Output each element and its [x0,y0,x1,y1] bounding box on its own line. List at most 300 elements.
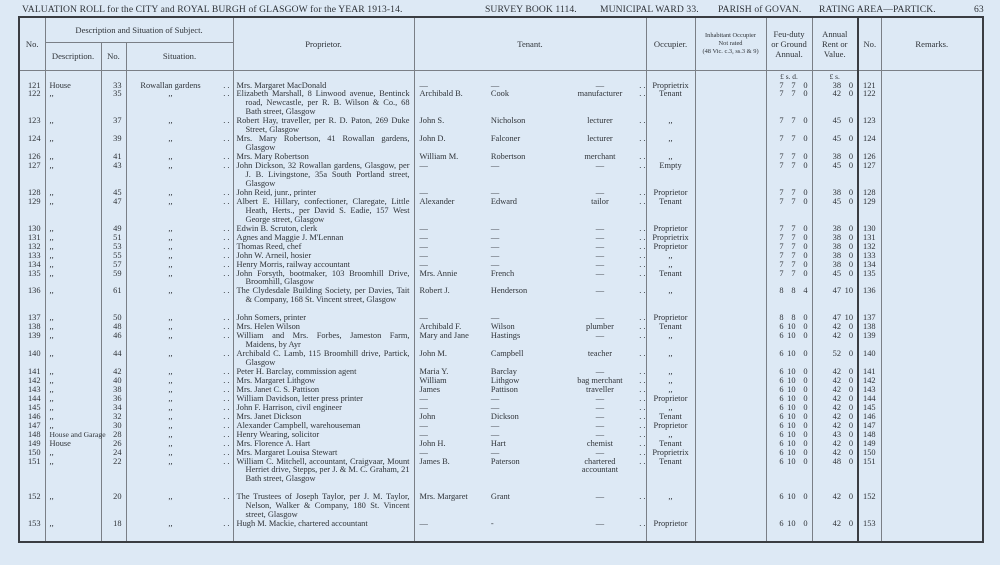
entry-number: 130 [19,225,45,234]
leader-dots: . . [223,375,230,385]
annual-rent [812,458,858,494]
feu-duty [766,493,812,520]
rent-shillings: 0 [848,196,854,206]
remarks [881,493,983,520]
tenant [414,135,646,153]
feu-duty [766,117,812,135]
feu-pounds: 6 [779,322,784,332]
proprietor-text: William C. Mitchell, accountant, Craigvaar, Mount Herriet drive, Stepps, per J. & M. C. Graham, 21 Bath street, Glasgow [236,456,410,484]
col-inhabitant [695,17,766,70]
feu-shillings: 10 [787,366,796,376]
entry-number-right: 128 [858,189,881,198]
leader-dots: . . [223,402,230,412]
tenant-fields [415,332,646,341]
rent-pounds: 38 [832,232,842,242]
tenant-first-name: John [419,411,436,421]
feu-duty [766,90,812,117]
situation [126,261,233,270]
description: House and Garage [45,431,101,440]
situation-text: ,, [168,438,173,448]
proprietor [233,520,414,529]
feu-shillings: 7 [791,250,796,260]
feu-pounds: 6 [779,366,784,376]
remarks [881,449,983,458]
description: ,, [45,314,101,323]
entry-number: 139 [19,332,45,350]
house-number: 40 [101,377,126,386]
tenant-occupation: plumber [585,322,614,332]
feu-pence: 0 [803,393,808,403]
feu-pounds: 8 [779,313,784,323]
col-no2: No. [858,17,881,70]
col-house-no: No. [101,42,126,70]
entry-number: 122 [19,90,45,117]
description: ,, [45,117,101,135]
entry-number-right: 139 [858,332,881,350]
feu-pence: 0 [803,196,808,206]
feu-pounds: 7 [779,241,784,251]
feu-pence: 4 [803,286,808,296]
tenant-occupation: — [595,492,605,502]
tenant-occupation: manufacturer [577,89,623,99]
house-number: 47 [101,198,126,225]
feu-pence: 0 [803,402,808,412]
feu-pounds: 6 [779,411,784,421]
tenant [414,90,646,117]
house-number: 57 [101,261,126,270]
tenant-fields [415,422,646,431]
entry-number: 129 [19,198,45,225]
feu-pence: 0 [803,519,808,529]
tenant-first-name: Robert J. [419,286,450,296]
table-row [19,117,983,135]
house-number: 55 [101,252,126,261]
tenant-first-name: John D. [419,134,446,144]
tenant-first-name: Archibald F. [419,322,462,332]
feu-shillings: 10 [787,492,796,502]
occupier: Proprietor [646,422,695,431]
tenant-surname: Wilson [490,322,515,332]
feu-pence: 0 [803,116,808,126]
leader-dots: . . [639,80,646,90]
entry-number-right: 134 [858,261,881,270]
feu-pounds: 6 [779,492,784,502]
description: House [45,440,101,449]
table-row [19,493,983,520]
tenant-occupation: — [595,519,605,529]
situation [126,404,233,413]
leader-dots: . . [223,349,230,359]
remarks [881,243,983,252]
situation [126,234,233,243]
tenant [414,270,646,288]
entry-number-right: 140 [858,350,881,368]
inhabitant-not-rated [695,350,766,368]
feu-pence: 0 [803,161,808,171]
inhabitant-line2: Not rated [718,39,743,47]
feu-shillings: 7 [791,259,796,269]
leader-dots: . . [223,187,230,197]
remarks [881,413,983,422]
leader-dots: . . [223,420,230,430]
entry-number-right: 137 [858,314,881,323]
description: ,, [45,386,101,395]
inhabitant-not-rated [695,189,766,198]
situation [126,520,233,529]
leader-dots: . . [639,438,646,448]
rent-shillings: 0 [848,402,854,412]
description: ,, [45,404,101,413]
remarks [881,323,983,332]
feu-pence: 0 [803,268,808,278]
feu-pence: 0 [803,223,808,233]
entry-number: 121 [19,82,45,91]
inhabitant-not-rated [695,440,766,449]
feu-pence: 0 [803,375,808,385]
rent-shillings: 10 [844,313,854,323]
table-row [19,332,983,350]
situation [126,287,233,314]
leader-dots: . . [223,492,230,502]
inhabitant-not-rated [695,493,766,520]
tenant [414,332,646,350]
feu-pence: 0 [803,250,808,260]
col-no: No. [19,17,45,70]
rent-pounds: 45 [832,134,842,144]
feu-pounds: 7 [779,152,784,162]
tenant-fields [415,350,646,359]
tenant-surname: Hart [490,438,506,448]
tenant-fields [415,243,646,252]
entry-number: 151 [19,458,45,494]
proprietor-text: John Forsyth, bootmaker, 103 Broomhill Drive, Broomhill, Glasgow [236,268,410,287]
tenant-occupation: chartered accountant [581,456,619,475]
feu-shillings: 8 [791,313,796,323]
house-number: 61 [101,287,126,314]
tenant-first-name: John M. [419,349,447,359]
parish: PARISH of GOVAN. [718,4,802,15]
situation [126,135,233,153]
annual-rent [812,270,858,288]
leader-dots: . . [223,80,230,90]
feu-shillings: 10 [787,519,796,529]
tenant-occupation: — [595,429,605,439]
situation [126,198,233,225]
situation [126,153,233,162]
inhabitant-not-rated [695,225,766,234]
leader-dots: . . [223,429,230,439]
entry-number: 142 [19,377,45,386]
rent-pounds: 45 [832,161,842,171]
description: House [45,82,101,91]
tenant-occupation: — [595,447,605,457]
feu-duty [766,270,812,288]
rent-pounds: 38 [832,259,842,269]
tenant-fields [415,270,646,279]
proprietor-text: Thomas Reed, chef [236,241,302,251]
situation-text: ,, [168,89,173,99]
table-filler [19,529,983,542]
proprietor [233,90,414,117]
feu-pence: 0 [803,152,808,162]
occupier: Tenant [646,458,695,494]
leader-dots: . . [223,232,230,242]
leader-dots: . . [639,116,646,126]
description: ,, [45,225,101,234]
house-number: 22 [101,458,126,494]
feu-pence: 0 [803,438,808,448]
rent-shillings: 0 [848,187,854,197]
tenant-surname: — [490,161,500,171]
inhabitant-not-rated [695,395,766,404]
feu-shillings: 7 [791,161,796,171]
tenant [414,252,646,261]
feu-shillings: 10 [787,375,796,385]
tenant-first-name: William M. [419,152,459,162]
description: ,, [45,135,101,153]
tenant-fields [415,520,646,529]
feu-pence: 0 [803,420,808,430]
feu-shillings: 10 [787,438,796,448]
tenant-occupation: — [595,223,605,233]
tenant-fields [415,135,646,144]
tenant-occupation: teacher [587,349,613,359]
entry-number: 126 [19,153,45,162]
inhabitant-not-rated [695,153,766,162]
entry-number-right: 152 [858,493,881,520]
tenant-surname: — [490,223,500,233]
entry-number-right: 122 [858,90,881,117]
tenant-surname: — [490,420,500,430]
feu-pounds: 7 [779,89,784,99]
entry-number-right: 141 [858,368,881,377]
remarks [881,458,983,494]
rent-shillings: 0 [848,152,854,162]
leader-dots: . . [223,161,230,171]
feu-pounds: 6 [779,420,784,430]
remarks [881,350,983,368]
situation-text: ,, [168,223,173,233]
tenant-fields [415,234,646,243]
remarks [881,368,983,377]
col-annual-rent [812,17,858,70]
tenant [414,153,646,162]
feu-pence: 0 [803,492,808,502]
tenant-fields [415,413,646,422]
description: ,, [45,261,101,270]
tenant-first-name: John S. [419,116,445,126]
tenant [414,225,646,234]
situation-text: ,, [168,349,173,359]
proprietor-text: Peter H. Barclay, commission agent [236,366,357,376]
occupier: Tenant [646,198,695,225]
tenant-surname: Dickson [490,411,519,421]
description: ,, [45,198,101,225]
tenant-occupation: — [595,331,605,341]
rent-pounds: 42 [832,331,842,341]
feu-shillings: 8 [791,286,796,296]
remarks [881,440,983,449]
tenant-first-name: — [419,447,428,457]
leader-dots: . . [223,438,230,448]
house-number: 49 [101,225,126,234]
tenant-first-name: — [419,250,428,260]
entry-number: 149 [19,440,45,449]
situation [126,377,233,386]
feu-pounds: 7 [779,196,784,206]
entry-number-right: 142 [858,377,881,386]
tenant-surname: Paterson [490,456,520,466]
rent-shillings: 0 [848,241,854,251]
house-number: 42 [101,368,126,377]
tenant-first-name: William [419,375,447,385]
situation [126,314,233,323]
tenant-first-name: — [419,393,428,403]
entry-number: 127 [19,162,45,189]
feu-pounds: 6 [779,331,784,341]
leader-dots: . . [639,402,646,412]
tenant-surname: Falconer [490,134,521,144]
tenant-occupation: traveller [585,384,614,394]
feu-pence: 0 [803,366,808,376]
feu-pence: 0 [803,429,808,439]
annual-rent [812,520,858,529]
tenant-fields [415,493,646,502]
house-number: 43 [101,162,126,189]
description: ,, [45,520,101,529]
house-number: 53 [101,243,126,252]
occupier: ,, [646,287,695,314]
house-number: 37 [101,117,126,135]
tenant-first-name: Alexander [419,196,455,206]
house-number: 46 [101,332,126,350]
feu-shillings: 10 [787,402,796,412]
remarks [881,287,983,314]
tenant [414,413,646,422]
tenant-fields [415,153,646,162]
house-number: 36 [101,395,126,404]
description: ,, [45,243,101,252]
remarks [881,153,983,162]
roll-title: VALUATION ROLL for the CITY and ROYAL BURGH of GLASGOW for the YEAR 1913-14. [22,4,403,15]
tenant-first-name: — [419,80,428,90]
feu-pence: 0 [803,447,808,457]
proprietor-text: Agnes and Maggie J. M'Lennan [236,232,344,242]
tenant-first-name: — [419,402,428,412]
entry-number: 141 [19,368,45,377]
proprietor-text: Elizabeth Marshall, 8 Linwood avenue, Bentinck road, Newcastle, per R. B. Wilson & Co., 68 Bath street, Glasgow [236,89,410,117]
col-situation: Situation. [126,42,233,70]
feu-pounds: 6 [779,384,784,394]
rating-area: RATING AREA—PARTICK. [819,4,936,15]
situation-text: ,, [168,456,173,466]
leader-dots: . . [639,89,646,99]
tenant [414,520,646,529]
occupier: Tenant [646,323,695,332]
annual-rent [812,135,858,153]
tenant-fields [415,162,646,171]
proprietor-text: Archibald C. Lamb, 115 Broomhill drive, Partick, Glasgow [236,349,410,368]
leader-dots: . . [639,519,646,529]
house-number: 24 [101,449,126,458]
inhabitant-not-rated [695,252,766,261]
entry-number: 148 [19,431,45,440]
occupier: Proprietrix [646,234,695,243]
rent-pounds: 45 [832,268,842,278]
situation-text: ,, [168,411,173,421]
entry-number: 152 [19,493,45,520]
situation [126,243,233,252]
tenant-occupation: — [595,402,605,412]
leader-dots: . . [639,268,646,278]
remarks [881,234,983,243]
feu-shillings: 10 [787,456,796,466]
rent-line1: Annual [822,28,848,39]
occupier: ,, [646,368,695,377]
tenant-surname: — [490,232,500,242]
feu-pounds: 7 [779,232,784,242]
rent-pounds: 38 [832,152,842,162]
feu-pounds: 6 [779,438,784,448]
proprietor-text: The Clydesdale Building Society, per Davies, Tait & Company, 168 St. Vincent street, Glasgow [236,286,410,305]
situation [126,386,233,395]
tenant-surname: Edward [490,196,517,206]
leader-dots: . . [639,259,646,269]
feu-pounds: 6 [779,402,784,412]
table-row [19,135,983,153]
inhabitant-not-rated [695,314,766,323]
rent-shillings: 0 [848,89,854,99]
occupier: ,, [646,135,695,153]
tenant [414,287,646,314]
tenant-first-name: — [419,519,428,529]
description: ,, [45,90,101,117]
leader-dots: . . [639,447,646,457]
house-number: 33 [101,82,126,91]
rent-pounds: 43 [832,429,842,439]
situation-text: ,, [168,116,173,126]
situation-text: ,, [168,519,173,529]
tenant-first-name: Mary and Jane [419,331,469,341]
occupier: ,, [646,153,695,162]
rent-pounds: 38 [832,187,842,197]
leader-dots: . . [639,322,646,332]
rent-shillings: 0 [848,492,854,502]
feu-pounds: 7 [779,259,784,269]
proprietor-text: Robert Hay, traveller, per R. D. Paton, 269 Duke Street, Glasgow [236,116,410,135]
remarks [881,377,983,386]
leader-dots: . . [639,331,646,341]
tenant-occupation: tailor [591,196,609,206]
description: ,, [45,162,101,189]
entry-number-right: 149 [858,440,881,449]
rent-pounds: 42 [832,393,842,403]
occupier: Proprietor [646,189,695,198]
entry-number-right: 148 [858,431,881,440]
feu-shillings: 7 [791,116,796,126]
entry-number-right: 121 [858,82,881,91]
occupier: ,, [646,332,695,350]
feu-pounds: 7 [779,223,784,233]
proprietor [233,135,414,153]
inhabitant-not-rated [695,198,766,225]
occupier: ,, [646,493,695,520]
occupier: ,, [646,377,695,386]
feu-pence: 0 [803,322,808,332]
tenant-first-name: — [419,313,428,323]
inhabitant-not-rated [695,377,766,386]
situation [126,82,233,91]
